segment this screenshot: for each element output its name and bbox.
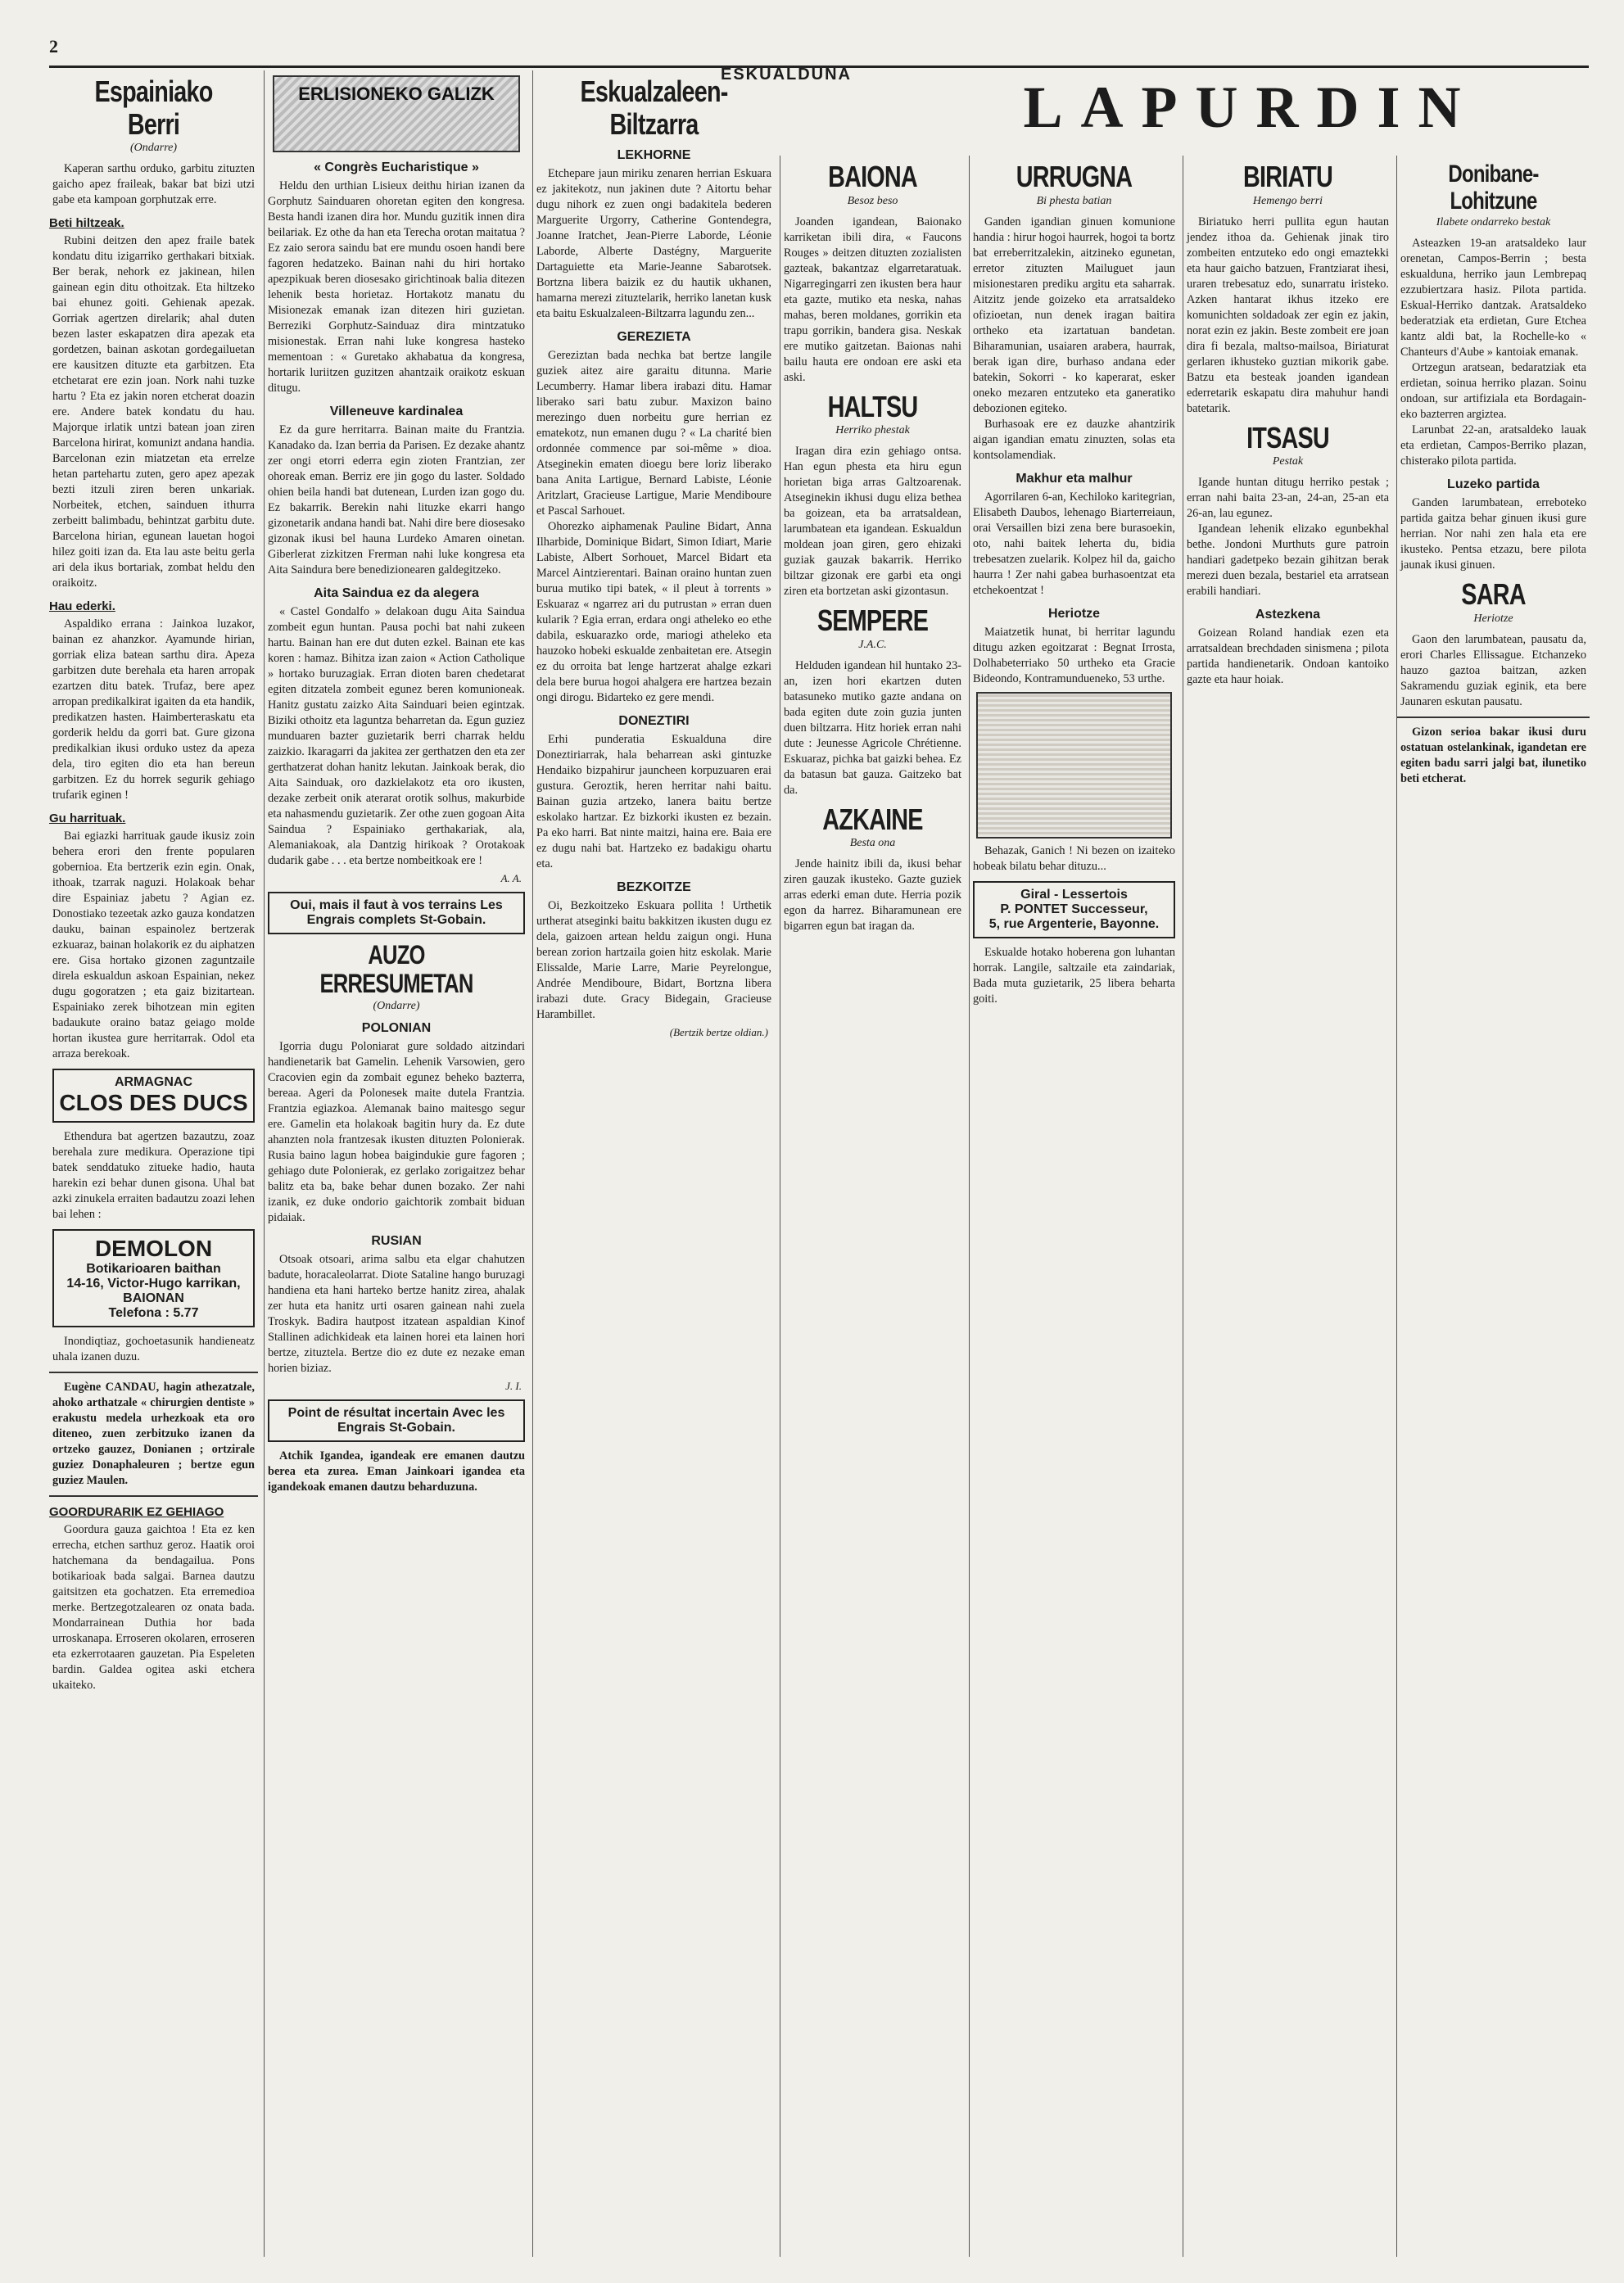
column-urrugna	[969, 156, 1178, 2257]
article-text: Asteazken 19-an aratsaldeko laur orenetan, Campos-Berrin ; besta eskualduna, herriko jaun Lembrepaq ezzubiertzara hasiz. Pilota partida. Eskual-Herriko dantzak. Aratsaldeko bederatziak eta erdietan, Gure Etchea kantz aldi bat, la Rochelle-ko « Chanteurs d'Aube » kantoiak emanak.	[1400, 237, 1586, 359]
article-title: SEMPERE	[817, 604, 929, 638]
ad-brand: DEMOLON	[94, 1236, 213, 1262]
subtitle: Pestak	[1272, 455, 1304, 468]
article-text: Burhasoak ere ez dauzke ahantzirik aigan igandian ematu zinuzten, solas eta kontsolamendiak.	[973, 417, 1175, 462]
article-text: Rubini deitzen den apez fraile batek kondatu ditu izigarriko gerthakari bitxiak. Ber berak, nehork ez jakinean, hilen gainean egin ditu othoitzak. Eta hiltzeko bai ehunez goiti. Gehienak apezak. Gorriak agertzen direlarik; ahal duten bezen laster eskapatzen dira apezak eta gordetzen, bainan askotan gordegailuetan ere kausitzen dituzte eta garbitzen. Eta etchetarat ere ezin joan. Nork nahi tuzke hartu ? Eta ez jakin noren etcherat doazin ere. Andere batek kondatu du hau. Majorque irlatik untzi batean joan ziren Barcelona hirirat, komunizt andana handia. Barcelonan ezin miatzetan eta errelze hetan partehartu zuten, gero apez apezak bezti itzuli ziren beren unkariak. Norbeitek, etchen, sainduen ithurra zerbeitt balimbadu, behintzat garbitu dute. Barcelona hirian, egunean lauetan hogoi hilez goiti izan da. Eta lau aste beitu gerla ari dela ikus bortariak, zombat heldu den oraikoitz.	[52, 234, 255, 590]
demolon-ad	[52, 1229, 255, 1327]
candau-ad: Eugène CANDAU, hagin athezatzale, ahoko arthatzale « chirurgien dentiste » erakustu medela urhezkoak eta oro diteneo, zuen zerbitzuko izanen da ortzeko gauzez, Donianen ; ortzirale guziez Donaphaleuren ; bertze egun guziez Maulen.	[52, 1381, 255, 1488]
newspaper-page	[49, 33, 1589, 2260]
article-text: Ortzegun aratsean, bedaratziak eta erdietan, soinua herriko plazan. Soinu ondoan, sur artifiziala eta Bordagain-eko bazterren argiztea.	[1400, 361, 1586, 421]
article-text: Jende hainitz ibili da, ikusi behar ziren gauzak ikusteko. Gazte guziek arras ederki eman dute. Herria pozik egon da harrez. Biharamunean ere bigarren egun bat iragan da.	[784, 857, 961, 934]
section-heading: Gu harrituak.	[49, 811, 126, 826]
armagnac-ad	[52, 1069, 255, 1123]
ad-line: 14-16, Victor-Hugo karrikan,	[66, 1277, 241, 1291]
article-text: Heldu den urthian Lisieux deithu hirian izanen da Gorphutz Sainduaren ohoretan egiten den kongresa. Besta handi izanen dira hor. Mundu guzitik innen dira beilariak. Ez othe da han eta Terecha orotan maitatua ? Ez zaio serora saindu bat ere mundu osoen handi bere fagoren hedatzeko. Bainan nahi du hiri hortako apezpikuak beren diosesako girichtinoak balia ditezen lehenik besta horietaz. Hortakotz manatu du Misionezak emanak izan ditezen hiri guzietan. Berreziki Gorphutz-Sainduaz dira mintzatuko misionestak. Erran nahi luke kongresa hasteko mementoan : « Guretako akhabatua da kongresa, hortarik luriitzen guzitzen ahantzaik oraikotz eskuan ditugu.	[268, 179, 525, 395]
subtitle: Heriotze	[1473, 612, 1513, 625]
section-heading: BEZKOITZE	[617, 880, 691, 895]
closing-note: Gizon serioa bakar ikusi duru ostatuan ostelankinak, igandetan ere egiten badu sarri jalgi bat, ilunetiko beti etcherat.	[1400, 725, 1586, 785]
article-text: Bai egiazki harrituak gaude ikusiz zoin behera erori den frente popularen gobernioa. Eta bertzerik ezin egin. Onak, ithoak, tzarrak naguzi. Holakoak behar dire Espainiaz jabetu ? Agian ez. Donostiako tezeetak azko gauza kondatzen dauku, bainan espainolez bertzerak ezkuaraz, bainan holakorik ez du aiphatzen ere. Gisa hortako gizonen zaguntzaile direla eskualdun askoan Espainian, nekez dugu gogoratzen ; eta gaiz bizitartean. Espainiako zerek bihotzean min egiten badaukute oraino bataz geiago molde hortan ikustea gure herritarrak. Odol eta arraza berekoak.	[52, 830, 255, 1061]
article-text: Ez da gure herritarra. Bainan maite du Frantzia. Kanadako da. Izan berria da Parisen. Ez dezake ahantz zer ongi etorri ederra egin zioten Frantzian, zer ohoreak eman. Berriz ere jin gogo du laster. Soldado ohien beila handi bat dutenean, Lurden izan gogo du. Ez bakarrik. Berekin nahi lituzke ekarri hango gizonetarik andana handi bat. Nahi dire bere diosesako gizonak ikusi bel hauna Lurdeko Amaren oinetan. Giberlerat zizkitzen Frerman nahi luke kongresa eta Aita Saindura bere benedizionearen galdegitzeko.	[268, 423, 525, 576]
logo-text: ERLISIONEKO GALIZK	[298, 84, 495, 104]
article-text: Joanden igandean, Baionako karriketan ibili dira, « Faucons Rouges » deitzen dituzten zozialisten gazteak, bakantzaz elgarretaratuak. Nigarregingarri zen ikusten bera haur eta gazte, mutiko eta neska, nahas mahas, beren moldanes, gorrikin eta trapu gorrikin, bandera gisa. Neskak ere mutiko gaitzetan. Baionas nahi bailu hauta ere ondoan ere aski eta aski.	[784, 215, 961, 384]
cartoon-caption: Behazak, Ganich ! Ni bezen on izaiteko hobeak bilatu behar dituzu...	[973, 843, 1175, 873]
ad-label: ARMAGNAC	[114, 1075, 193, 1090]
article-title: BAIONA	[828, 160, 917, 193]
article-title: SARA	[1461, 577, 1526, 611]
section-heading: Makhur eta malhur	[1016, 471, 1133, 486]
column-erlisioneko	[264, 70, 528, 2257]
section-heading: Aita Saindua ez da alegera	[314, 586, 479, 600]
subtitle: Besoz beso	[847, 194, 898, 207]
article-text: Ohorezko aiphamenak Pauline Bidart, Anna Ilharbide, Dominique Bidart, Simon Idiart, Marie Labiste, Albert Sorhouet, Marcel Bidart eta Marcel Aintzierentari. Bainan oraino huntan zuen burua mutiko tipi batek, « il pleut à torrents » Eskuaraz « ngarrez ari du putrustan » erran duen kularik ? Egia erran, erdara ongi atheleko eo ethe dabila, eskuarazko orde, mariogi atheleko eta hauzoko hobeki eskualde zenbaitetan ere. Atsegin ez du orroita bat lenge hartzerat ahalge ezkari dela bere burua hogoi ahalgera ere hartzea bezain ongi dirogu. Bidarteko ez gere mendi.	[536, 520, 771, 705]
article-text: Igorria dugu Poloniarat gure soldado aitzindari handienetarik bat Gamelin. Lehenik Varsowien, gero Cracovien egin da zombait egunez beheko bazterra, bereaa. Ageri da Polonesek maite dutela Frantzia. Frantzia egiazkoa. Alemanak baino maitesgo segur ere. Gamelin eta holakoak bagitin hury da. Ez dute ahanzten nola frantzesak ikusten dituzten Polonierak. Rusia baino lagun hobea baigindukie gure fagoren ; gehiago dute Polonierak, ez gerlako zorigaitzez behar balitz eta ba, bake behar dunen bozako. Zer nahi izanik, ez duke ondorio gaichtorik zombait biduan pidaiak.	[268, 1040, 525, 1225]
religion-logo	[273, 75, 520, 152]
sunday-notice: Atchik Igandea, igandeak ere emanen dautzu berea eta zurea. Eman Jainkoari igandea eta igandekoak emanen dautzu beharduzuna.	[268, 1449, 525, 1494]
article-text: Maiatzetik hunat, bi herritar lagundu ditugu azken egoitzarat : Begnat Irrosta, Dolhabeterriako 50 urtheko eta Gracie Bideondo, Kontramundueneko, 53 urthe.	[973, 625, 1175, 685]
section-heading: « Congrès Eucharistique »	[314, 160, 479, 174]
section-heading: GEREZIETA	[617, 330, 691, 345]
article-text: Gaon den larumbatean, pausatu da, erori Charles Ellissague. Etchanzeko hauzo gaztoa baitzan, azken Sakramendu guziak eginik, eta bere Jaunaren eskutan pausatu.	[1400, 632, 1586, 708]
article-title: Espainiako Berri	[94, 75, 213, 141]
article-text: Aspaldiko errana : Jainkoa luzakor, bainan ez ahanzkor. Ayamunde hirian, gorriak eliza batean sarthu dira. Apeza garbitzen dute berehala eta haren arropak ezartzen ditu batek. Trufaz, bere apez arropan predikalkirat igaiten da eta handik, predikatzen hasten. Haimberteraskatu eta gorderik heldu da gorri bat. Gure gizona predikalkian ikusi orduko ustez da apeza dela, tiro egiten dio eta han bereun garbitzen. Ez du horrek segurik gehiago trufarik eginen !	[52, 617, 255, 802]
divider	[49, 1372, 258, 1373]
section-heading: Beti hiltzeak.	[49, 216, 124, 231]
article-text: Agorrilaren 6-an, Kechiloko karitegrian, Elisabeth Daubos, lehenago Biarterreiaun, orai Versaillen bizi zena bere burasoekin, oto, nahi baitek leherta du, bidia trebesatzen zuelarik. Kolpez hil da, gaicho haurra ! Zer nahi gabea burhasoentzat eta etchekoentzat !	[973, 490, 1175, 597]
cartoon-illustration	[976, 692, 1172, 839]
ad-brand: CLOS DES DUCS	[59, 1090, 248, 1116]
subtitle: Herriko phestak	[835, 424, 910, 437]
article-text: Goordura gauza gaichtoa ! Eta ez ken errecha, etchen sarthuz geroz. Haatik oroi hatchemana da bendagailua. Pons botikarioak bada salgai. Barnea dautzu gaitsitzen eta gochatzen. Eta erremedioa merke. Bertzegotzalearen oz onata bada. Mondarrainean Duthia hor bada urroskanapa. Erroseren okolaren, erroseren eta ezkerrotaaren gauzetan. Pia Espeleten bardin. Galdea ogitea aski etchera ukaiteko.	[52, 1523, 255, 1693]
article-title: HALTSU	[827, 389, 918, 423]
article-title: AUZO ERRESUMETAN	[319, 940, 473, 999]
section-heading: RUSIAN	[371, 1234, 422, 1249]
article-text: Erhi punderatia Eskualduna dire Doneztiriarrak, hala beharrean aski gintuzke Hendaiko bizpahirur jauncheen korpuzuaren erai gustura. Geroztik, heren herritar nahi baitu. Bainan guzia artzeko, lanera baitu bertze eskolako hartzar. Ez bizkorki ikusten ez bezain. Pa eko harri. Bat ninte maitzi, haina ere. Baia ere ez dugu nahi bat. Hartzeko ez badakigu ohartu eta.	[536, 733, 771, 871]
section-heading: Heriotze	[1047, 606, 1101, 621]
article-text: Igande huntan ditugu herriko pestak ; erran nahi baita 23-an, 24-an, 25-an eta 26-an, lau egunez.	[1187, 476, 1389, 521]
continued-note: (Bertzik bertze oldian.)	[669, 1026, 768, 1039]
article-text: Goizean Roland handiak ezen eta arratsaldean brechdaden sinismena ; pilota partida handienetarik. Ondoan kantoiko gazte eta haur hoiak.	[1187, 626, 1389, 687]
article-text: Kaperan sarthu orduko, garbitu zituzten gaicho apez fraileak, bakar bat bizi utzi gabe eta kampoan gorphutzak erre.	[52, 162, 255, 207]
article-text: Ganden igandian ginuen komunione handia : hirur hogoi haurrek, hogoi ta bortz bat erreberritzalekin, aitzineko egunetan, erretor zituzten Mailuguet jaun misionestaren prediku argitu eta saharrak. Aitzitz jende goizeko eta arratsaldeko ofizioetan, nun denek iragan baitira ortheko eta izartatuan bandetan. Biharamunian, usaiaren arabera, haurrak, berak igan dire, burhaso andana eder batekin, Sokorri - ko kaperarat, esker oneko mezaren entzuteko eta ganeratiko debozionen egiteko.	[973, 215, 1175, 415]
ad-line: Botikarioaren baithan	[86, 1262, 221, 1277]
subtitle: Bi phesta batian	[1036, 194, 1112, 207]
article-title: Eskualzaleen-Biltzarra	[580, 75, 728, 141]
section-heading: DONEZTIRI	[618, 714, 690, 729]
ad-line: P. PONTET Successeur,	[1000, 902, 1148, 916]
section-heading: Villeneuve kardinalea	[329, 405, 464, 418]
article-title: ITSASU	[1246, 420, 1329, 454]
article-title: AZKAINE	[822, 802, 923, 836]
article-text: Etchepare jaun miriku zenaren herrian Eskuara ez jakitekotz, nun jakinen dute ? Aitortu behar dugu nihork ez zuen ongi badakitela bederen Marguerite Urgorry, Catherine Gontendegra, Joanne Iratchet, Jean-Pierre Laborde, Léonie Laborde, Alberte Dastégny, Marguerite Dartaguiette eta Marie-Jeanne Sabarotsek. Bortzna libera baizik ez du hautik ukhanen, hamarna merezi zituztelarik, herriko lanetan kusk eta baitu Eskualzaleen-Biltzarra lagundu zen...	[536, 167, 771, 321]
section-heading: GOORDURARIK EZ GEHIAGO	[49, 1505, 224, 1520]
section-heading: POLONIAN	[361, 1021, 432, 1036]
column-donibane-lohitzune	[1396, 156, 1590, 2257]
article-text: Helduden igandean hil huntako 23-an, izen hori ekartzen duten batasuneko mutiko gazte andana on bada egiten dute zoin guzia junten duen biltzarra. Hitz horiek erran nahi dute : Jeunesse Agricole Chrétienne. Eskuaraz, pichka bat gaizki behea. Ez da batasun bat gauza. Gaitzeko bat da.	[784, 658, 961, 797]
ad-line: Giral - Lessertois	[1020, 887, 1128, 902]
ad-line: 5, rue Argenterie, Bayonne.	[988, 916, 1160, 931]
column-biriatu	[1183, 156, 1392, 2257]
section-heading: Hau ederki.	[49, 599, 115, 614]
article-text: Inondiqtiaz, gochoetasunik handieneatz uhala izanen duzu.	[52, 1335, 255, 1364]
ad-line: Telefona : 5.77	[108, 1306, 199, 1321]
page-number: 2	[49, 36, 58, 57]
column-eskualzaleen-biltzarra	[532, 70, 775, 2257]
engrais-ad-2: Point de résultat incertain Avec les Engrais St-Gobain.	[268, 1399, 525, 1442]
lapurdin-masthead: LAPURDIN	[1023, 75, 1479, 140]
article-text: Larunbat 22-an, aratsaldeko lauak eta erdietan, Campos-Berriko plazan, chisterako pilota partida.	[1400, 423, 1586, 468]
section-heading: Luzeko partida	[1447, 477, 1540, 491]
article-text: Eskualde hotako hoberena gon luhantan horrak. Langile, saltzaile eta zaindariak, Bada muta guzietarik, 25 libera beharta goiti.	[973, 945, 1175, 1006]
page-header	[49, 33, 1589, 84]
engrais-ad: Oui, mais il faut à vos terrains Les Engrais complets St-Gobain.	[268, 892, 525, 934]
column-espainiako-berri	[49, 70, 258, 2257]
byline: (Ondarre)	[373, 1000, 420, 1013]
subtitle: J.A.C.	[858, 638, 887, 651]
signature: A. A.	[500, 872, 522, 884]
subtitle: Ilabete ondarreko bestak	[1436, 216, 1551, 228]
article-title: Donibane-Lohitzune	[1448, 160, 1539, 215]
column-baiona	[780, 156, 965, 2257]
article-text: Ethendura bat agertzen bazautzu, zoaz berehala zure medikura. Operazione tipi batek senddatuko zitueke hadio, hauta harekin ezi behar dunen gisona. Uhal bat azki zinukela erraiten badautzu zoazi lehen bai lehen :	[52, 1130, 255, 1222]
article-text: Iragan dira ezin gehiago ontsa. Han egun phesta eta hiru egun horietan biga arras Galtzoarenak. Atseginekin ikhusi dugu eliza bethea ba goizean, eta ba arratsaldean, larumbatean eta igandean. Eskualdun moldean joan giren, gero ehizaki guziak gauzak bakarrik. Herriko biltzar gizonak ere garbi eta ongi ziren eta bortzetan aski gizontasun.	[784, 445, 961, 599]
subtitle: Hemengo berri	[1252, 194, 1323, 207]
signature: J. I.	[505, 1380, 522, 1393]
byline: (Ondarre)	[129, 142, 178, 155]
article-text: Igandean lehenik elizako egunbekhal bethe. Jondoni Murthuts gure patroin handiari gadetpeko bezain gihitzan berak merezi duen bezala, bestariel eta arratsean erabili handiari.	[1187, 522, 1389, 599]
article-title: BIRIATU	[1242, 160, 1333, 193]
article-text: « Castel Gondalfo » delakoan dugu Aita Saindua zombeit egun huntan. Pausa pochi bat nahi zukeen hartu. Bainan han ere dut duten ezkel. Bainan ete kas koren : hamaz. Bihitza izan zaion « Action Catholique » hortako buruzagiak. Erran dioten baren chedetarat egiten ditzatela zombeit egunez beren komunioneak. Hanitz gustatu zaizko Aita Sainduari beien egintzak. Biziki othoitz eta laguntza beharretan da. Egun guziez munduaren bazter guzietarik berri charrak heldu zaizkio. Ikaragarri da jakitea zer gerthatzen den eta zer gerthatzerat dohan hanitz lekutan. Jainkoak berak, dio Aita Sainduak, oro dazkielakotz eta oro ikusten, dezake zerbeit onik aterarat orotik solhus, makurbide eta nahasmendu guzietarik. Zer othe zuen gogoan Aita Saindua ? Espainiako gerthakariak, ala, Alemaniakoak, ala Dantzig hirikoak ? Orotakoak dudarik gabe . . . eta bertze nombeitkoak ere !	[268, 605, 525, 867]
subtitle: Besta ona	[849, 837, 896, 850]
article-title: URRUGNA	[1016, 160, 1133, 193]
article-text: Gereziztan bada nechka bat bertze langile guziek aitez aire garaitu ditunna. Marie Lecumberry. Hamar libera irabazi ditu. Hamar liberako sari batu zubur. Maxizon baino merezingo duen norbeitu gure herrian ez ematekotz, nun emanen dugu ? « La charité bien ordonnée commence par soi-même » dioa. Atseginekin ematen dioegu bere loriz liberako bana Anita Lartigue, Bernard Labiste, Léonie Aritzlart, Gracieuse Lartigue, Marie Mendiboure et Pascal Sarhouet.	[536, 349, 771, 518]
article-text: Ganden larumbatean, erreboteko partida gaitza behar ginuen ikusi gure herrian. Nor nahi zen hala eta ere ikusteko. Pentsa etzazu, bere pilota jaunak ikusi ginuen.	[1400, 496, 1586, 572]
article-text: Otsoak otsoari, arima salbu eta elgar chahutzen badute, horacaleolarrat. Diote Sataline hango buruzagi handiena eta hani harteko bertze hanitz zirea, ahalak zer huta eta hanitz urti osaren gainean nahi zuela Troskyk. Badira hautpost itzatean aspaldian Kinof Stallinen adichkideak eta lainen horei eta lainen hori bertze, zituztela. Bertze dio ez dute ez nezake eman horien biziaz.	[268, 1253, 525, 1376]
section-heading: LEKHORNE	[617, 148, 691, 163]
section-heading: Astezkena	[1255, 608, 1321, 622]
article-text: Biriatuko herri pullita egun hautan jendez ithoa da. Gehienak jinak tiro zombeiten entzuteko edo ongi emaztekki eta haur gaicho batzuen, Frantziarat ihesi, uraren trebesatuz edo, sunarratu iristeko. Azken hantarat ikhus itzeko ere komunichten soldadoak zer egin ez jakin, norat ezin ez jakin. Beste zombeit ere joan dira fi bezala, maltso-mailsoa, Biriaturat gerlaren ikhusteko guztian mikorik gabe. Batzu eta besteak joanden igandean ederretarik eskapatu dira mahuhur handi batetarik.	[1187, 215, 1389, 415]
article-text: Oi, Bezkoitzeko Eskuara pollita ! Urthetik urtherat atseginki baitu bakkitzen ikusten dugu ez dela, gaizoen artean heldu zaigun ongi. Huna berean zorion hartzaila goien hitz eskolak. Marie Elissalde, Marie Larre, Marie Peyrelongue, Andrée Mendiboure, Bidart, Bortzna libera irabazi dute. Gracy Bidegain, Gracieuse Harambillet.	[536, 899, 771, 1022]
ad-line: BAIONAN	[123, 1291, 184, 1306]
paper-name: ESKUALDUNA	[721, 66, 852, 84]
divider	[1397, 717, 1590, 718]
divider	[49, 1495, 258, 1497]
pontet-ad	[973, 881, 1175, 938]
